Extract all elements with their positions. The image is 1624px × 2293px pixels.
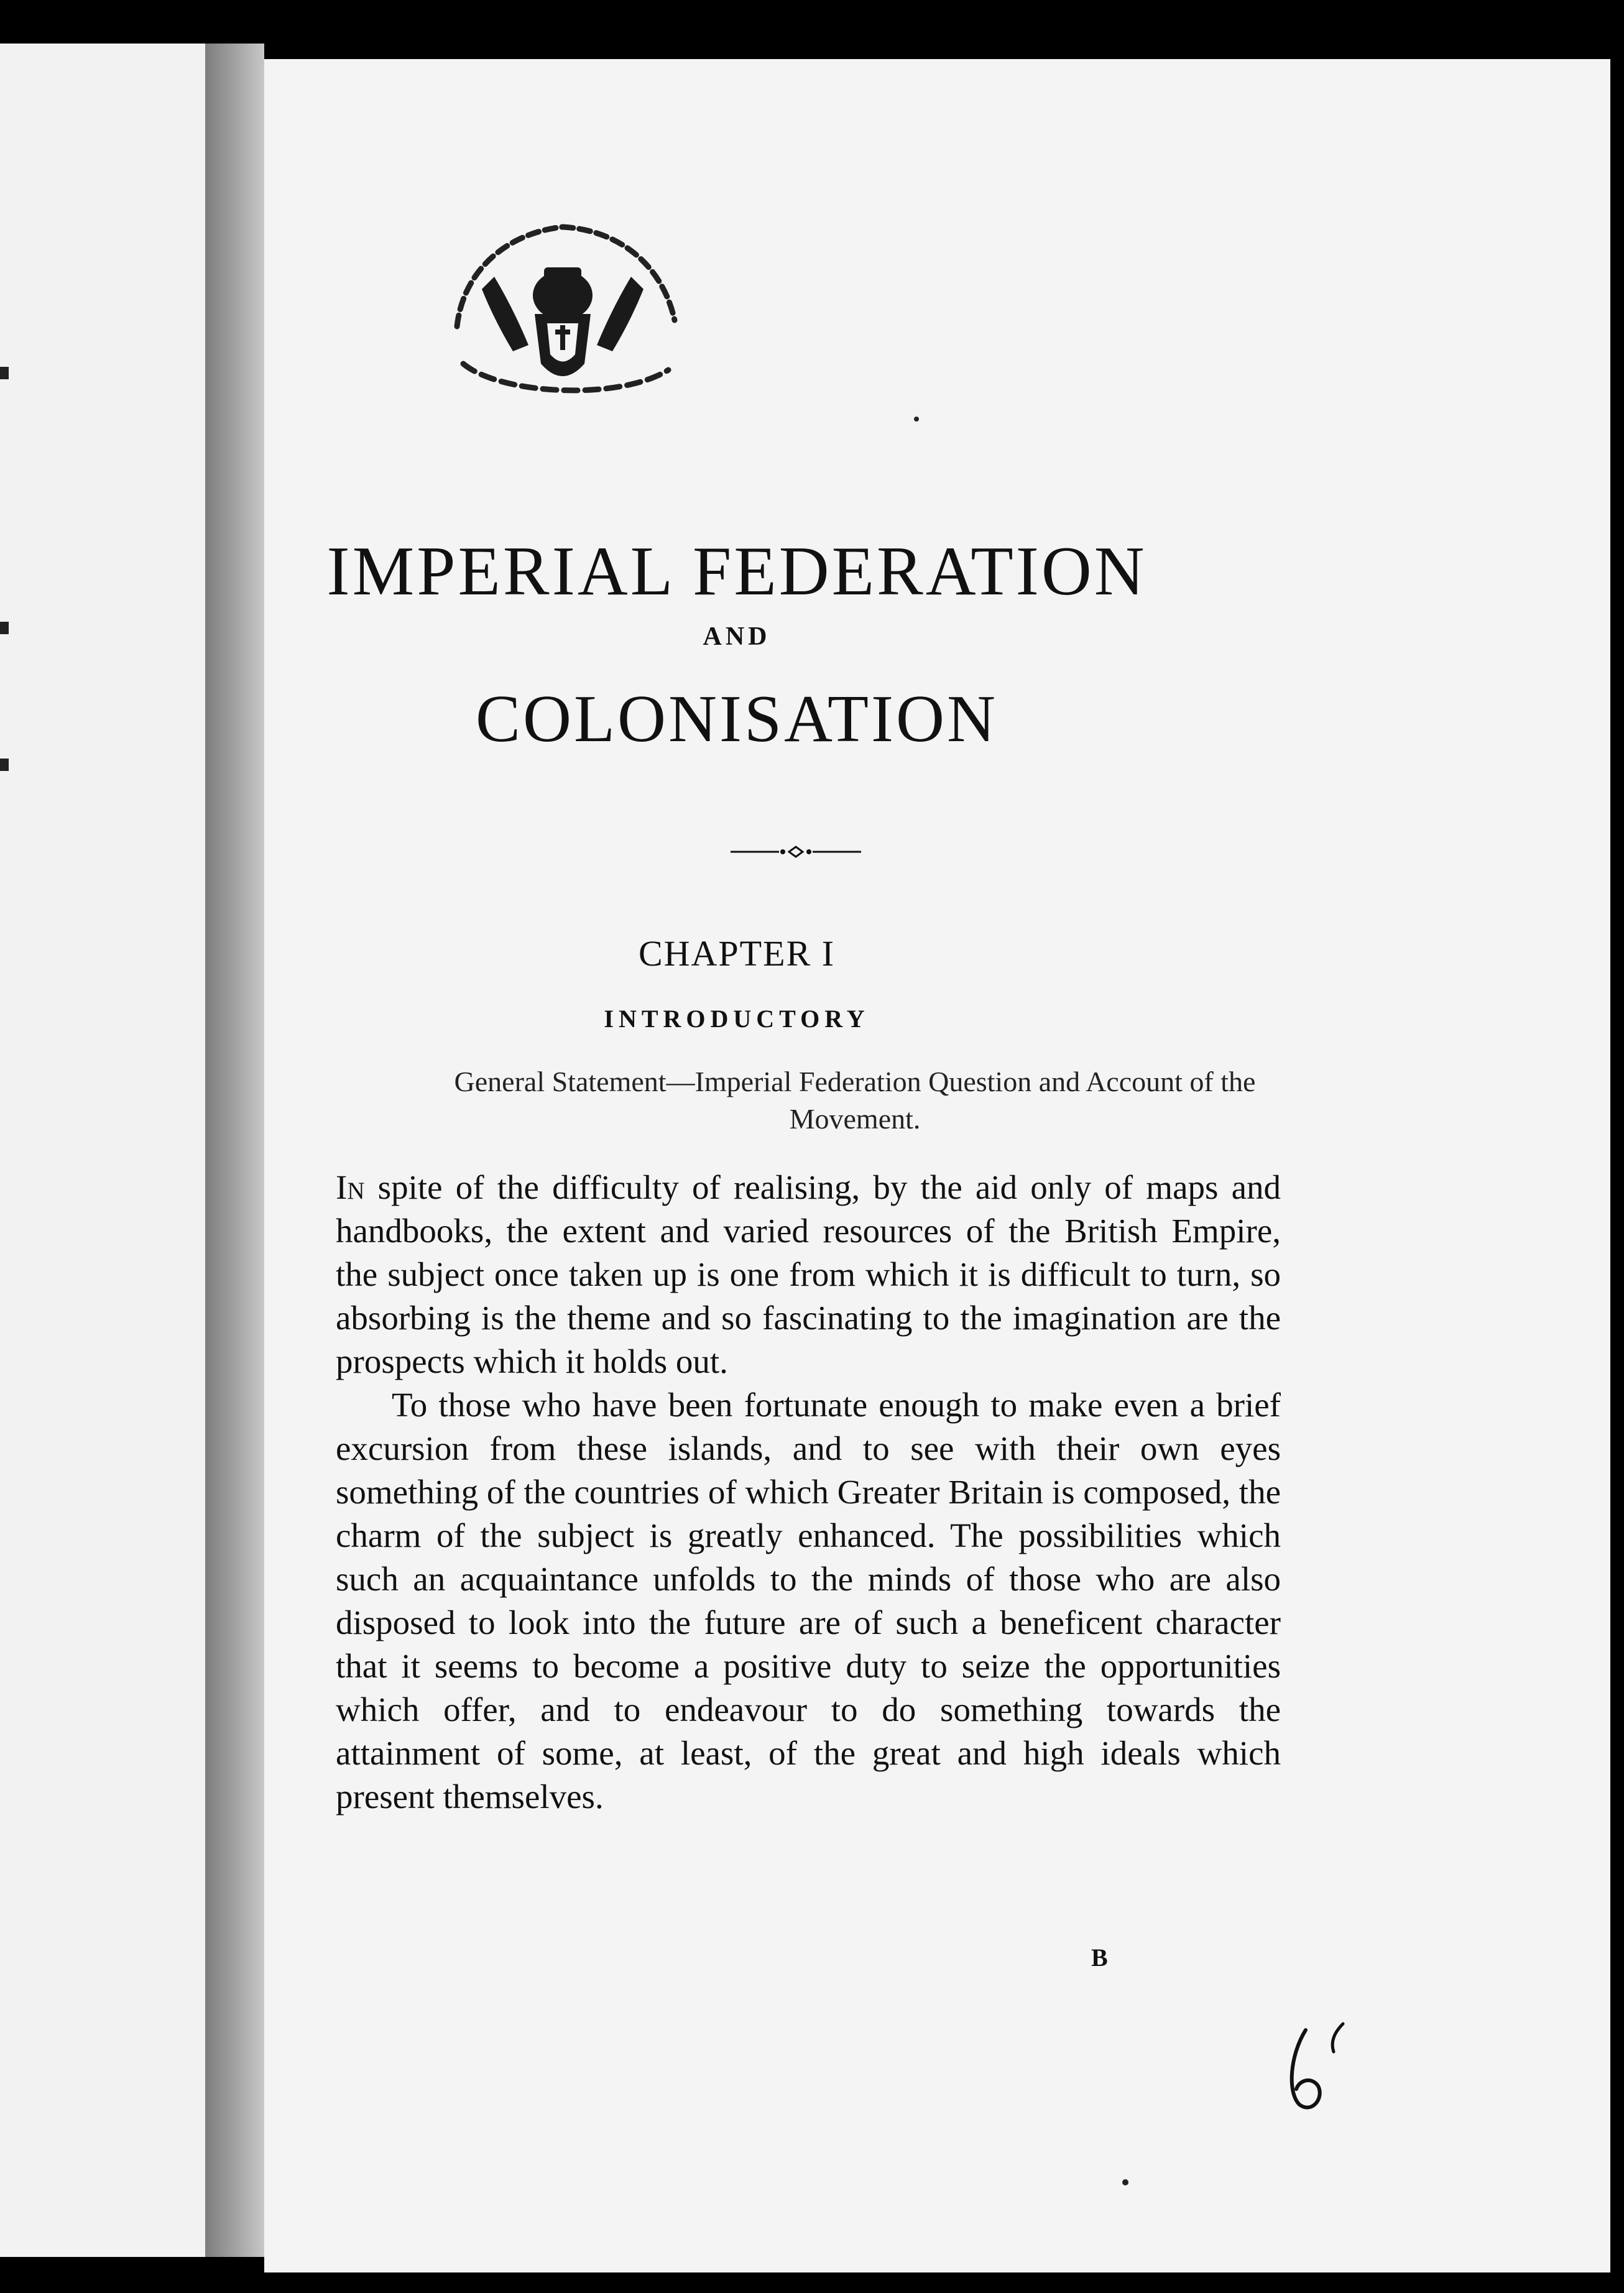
book-title: IMPERIAL FEDERATION [326, 533, 1147, 610]
book-subtitle: COLONISATION [476, 682, 998, 756]
title-conjunction: AND [703, 622, 771, 651]
book-page [264, 59, 1610, 2272]
handwritten-number-mark [1271, 2018, 1371, 2123]
paragraph-text: spite of the difficulty of realising, by the aid only of maps and handbooks, the extent and varied resources of the British Empire, the subject once taken up is one from which it is difficult to turn, so absorbing is the theme and so fascinating to the imagination are the prospects which it holds out. [336, 1168, 1281, 1380]
printer-signature-mark: B [1091, 1944, 1108, 1972]
body-text [336, 1166, 1281, 1819]
speck [1122, 2179, 1128, 2185]
margin-mark [0, 367, 9, 379]
chapter-subtitle: INTRODUCTORY [604, 1005, 870, 1033]
facing-page-edge [0, 44, 205, 2257]
paragraph-lead: In [336, 1168, 365, 1206]
chapter-summary: General Statement—Imperial Federation Question and Account of the Movement. [454, 1066, 1256, 1135]
library-stamp-seal [420, 202, 706, 420]
book-gutter [205, 44, 264, 2257]
margin-mark [0, 622, 9, 634]
speck [914, 417, 919, 422]
chapter-title: CHAPTER I [638, 933, 836, 974]
paragraph [336, 1166, 1281, 1383]
paragraph: To those who have been fortunate enough to make even a brief excursion from these islands, and to see with their own eyes something of the countries of which Greater Britain is composed, the charm of the subject is greatly enhanced. The possibilities which such an acquaintance unfolds to the minds of those who are also disposed to look into the future are of such a beneficent character that it seems to become a positive duty to seize the opportunities which offer, and to endeavour to do something towards the attainment of some, at least, of the great and high ideals which present themselves. [336, 1386, 1281, 1815]
ornament-divider [731, 842, 861, 861]
margin-mark [0, 759, 9, 771]
